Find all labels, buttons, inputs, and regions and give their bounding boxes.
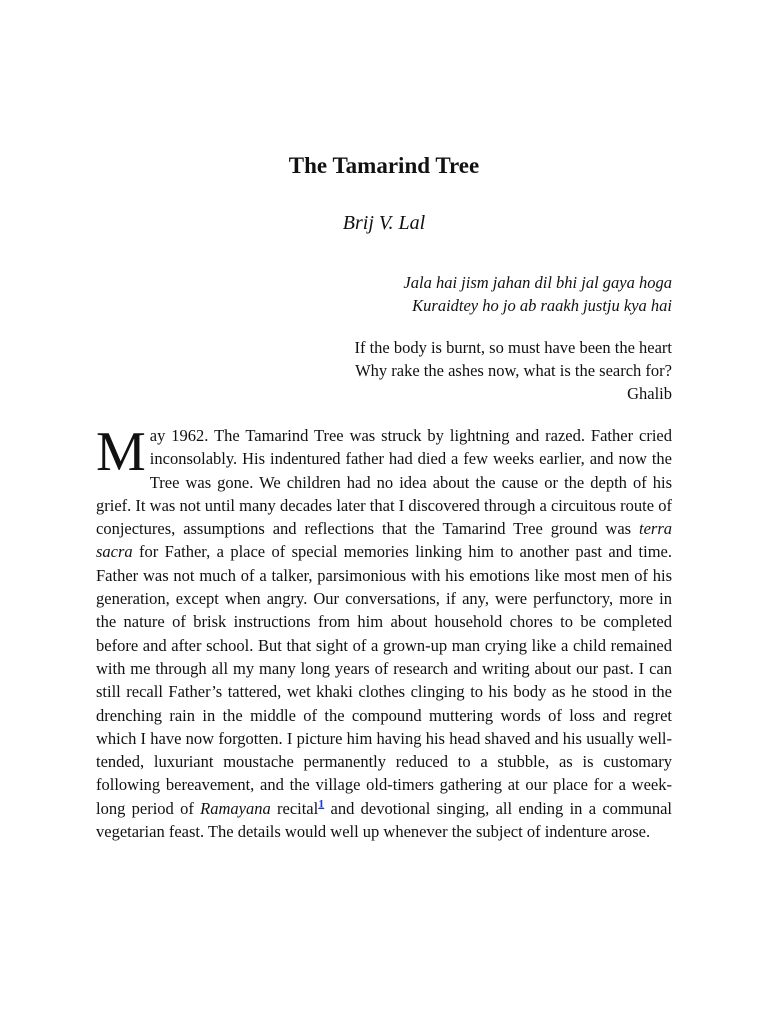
author-name: Brij V. Lal — [342, 212, 426, 234]
footnote-link[interactable]: 1 — [318, 796, 325, 811]
body-text-segment: ay 1962. The Tamarind Tree was struck by lightning and razed. Father cried inconsolably. His indentured father had died a few weeks earlier, and now the Tree was gone. We children had no idea about the cause or the depth of his grief. It was not until many decades later that I discovered through a circuitous route of conjectures, assumptions and reflections that the Tamarind Tree ground was — [96, 426, 672, 539]
drop-cap: M — [96, 421, 146, 483]
epigraph-original — [403, 271, 672, 317]
body-text-segment: for Father, a place of special memories linking him to another past and time. Father was not much of a talker, parsimonious with his emotions like most men of his generation, except when angry. Our conversations, if any, were perfunctory, more in the nature of brisk instructions from him about household chores to be completed before and after school. But that sight of a grown-up man crying like a child remained with me through all my many long years of research and writing about our past. I can still recall Father’s tattered, wet khaki clothes clinging to his body as he stood in the drenching rain in the middle of the compound muttering words of loss and regret which I have now forgotten. I picture him having his head shaved and his usually well-tended, luxuriant moustache permanently reduced to a stubble, as is customary following bereavement, and the village old-timers gathering at our place for a week-long period of — [96, 542, 672, 818]
epigraph-translation — [354, 336, 672, 405]
epigraph-original-line: Kuraidtey ho jo ab raakh justju kya hai — [412, 296, 672, 315]
body-italic-term: Ramayana — [200, 798, 271, 818]
body-paragraph — [96, 421, 672, 843]
epigraph-translation-line: Why rake the ashes now, what is the search for? — [355, 361, 672, 380]
epigraph-translation-line: If the body is burnt, so must have been the heart — [354, 338, 672, 357]
body-text-segment: and devotional singing, all ending in a communal vegetarian feast. The details would well up whenever the subject of indenture arose. — [96, 798, 672, 842]
epigraph-attribution: Ghalib — [627, 384, 672, 403]
body-text-segment: recital — [270, 798, 319, 818]
epigraph-original-line: Jala hai jism jahan dil bhi jal gaya hoga — [403, 273, 672, 292]
page-title: The Tamarind Tree — [288, 153, 480, 178]
body-italic-term: terra sacra — [96, 519, 672, 562]
document-page — [96, 0, 672, 1024]
